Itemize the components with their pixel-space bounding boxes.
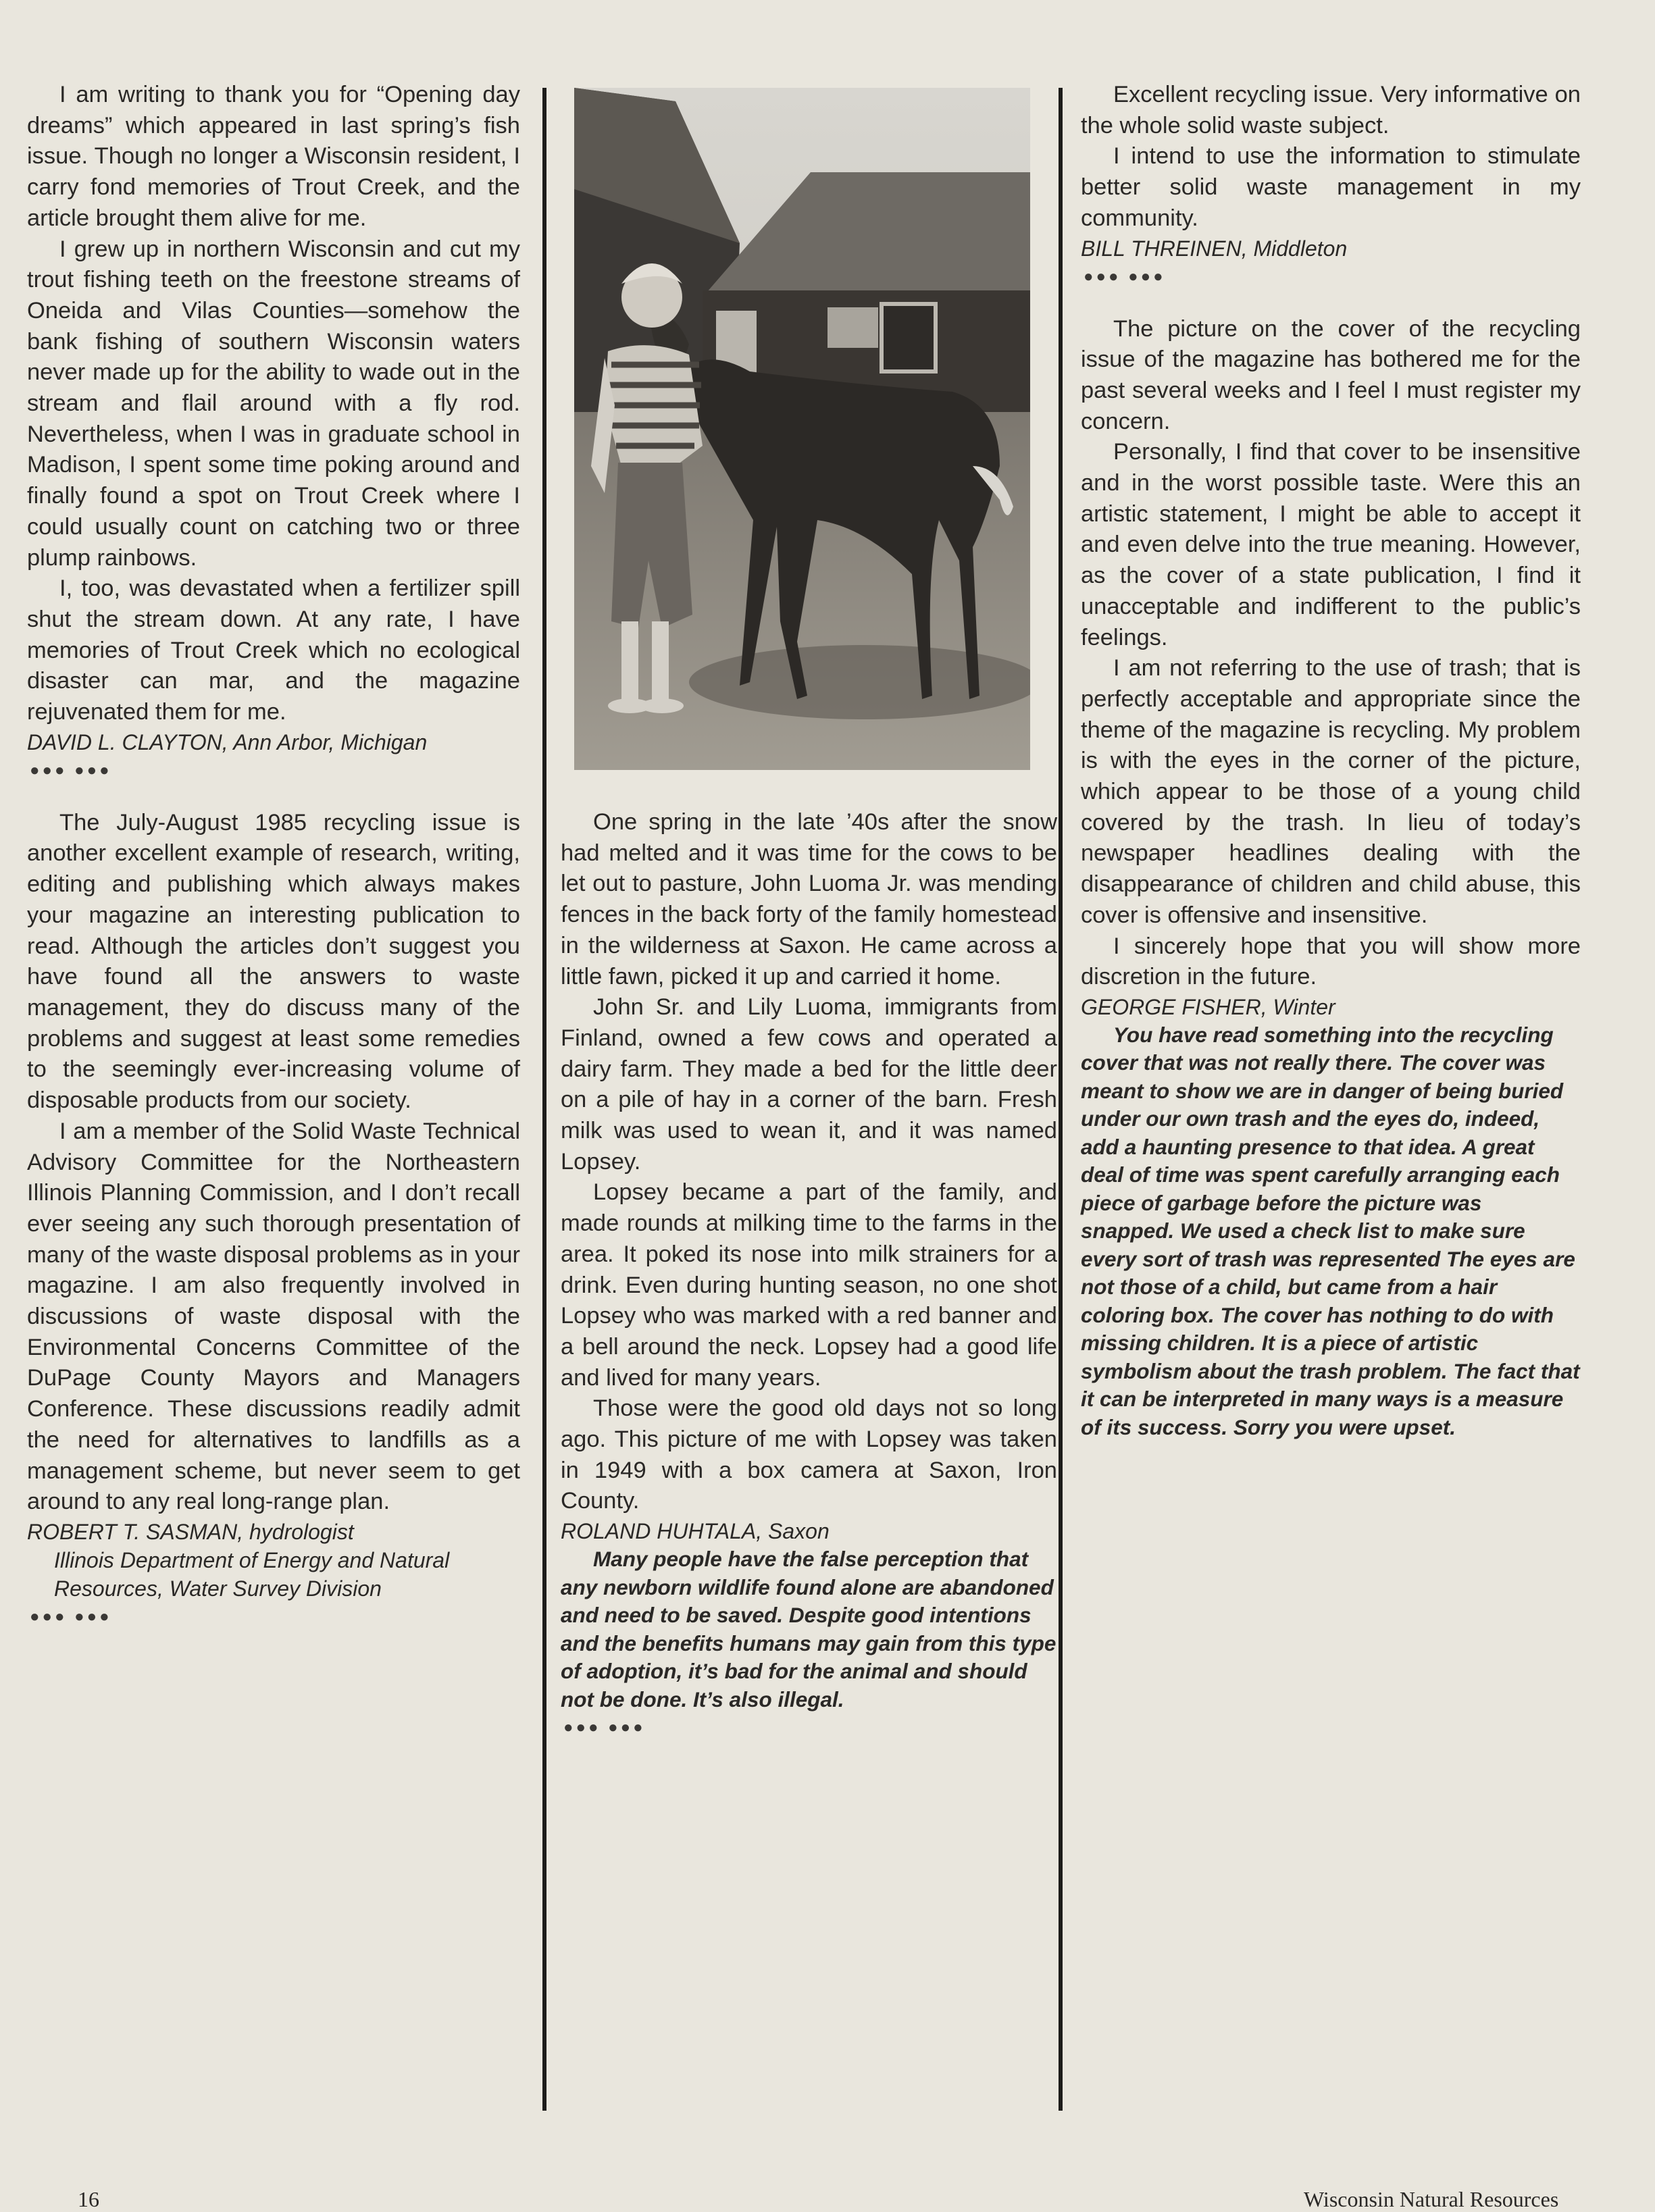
paragraph: I intend to use the information to stimulate better solid waste management in my community.: [1081, 143, 1581, 231]
column-3: [1081, 80, 1581, 1441]
photo-image: [574, 88, 1030, 770]
letter-sasman: [27, 808, 520, 1603]
column-2: [561, 807, 1057, 1765]
paragraph: The July-August 1985 recycling issue is another excellent example of research, writing, editing and publishing which always makes your magazine an interesting publication to read. Although the articles don’t suggest you have found all the answers to waste management, they do discuss many of the problems and suggest at least some remedies to the seemingly ever-increasing volume of disposable products from our society.: [27, 809, 520, 1114]
paragraph: John Sr. and Lily Luoma, immigrants from Finland, owned a few cows and operated a dairy farm. They made a bed for the little deer on a pile of hay in a corner of the barn. Fresh milk was used to wean it, and it was named Lopsey.: [561, 994, 1057, 1175]
paragraph: One spring in the late ’40s after the snow had melted and it was time for the cows to be let out to pasture, John Luoma Jr. was mending fences in the back forty of the family homestead in the wilderness at Saxon. He came across a little fawn, picked it up and carried it home.: [561, 809, 1057, 989]
letter-signature: GEORGE FISHER, Winter: [1081, 994, 1335, 1019]
letter-signature: ROLAND HUHTALA, Saxon: [561, 1519, 830, 1544]
editor-reply: You have read something into the recycling cover that was not really there. The cover was meant to show we are in danger of being buried under our own trash and the eyes do, indeed, add a haunting presence to that idea. A great deal of time was spent carefully arranging each piece of garbage before the picture was snapped. We used a check list to make sure every sort of trash was represented The eyes are not those of a child, but came from a hair coloring box. The cover has nothing to do with missing children. It is a piece of artistic symbolism about the trash problem. The fact that it can be interpreted in many ways is a measure of its success. Sorry you were upset.: [1081, 1022, 1580, 1439]
paragraph: I am writing to thank you for “Opening day dreams” which appeared in last spring’s fish issue. Though no longer a Wisconsin resident, I carry fond memories of Trout Creek, and the article brought them alive for me.: [27, 82, 520, 231]
separator-dots: ●●● ●●●: [1084, 267, 1166, 286]
letter-threinen: [1081, 80, 1581, 263]
letter-clayton: [27, 80, 520, 756]
letter-signature: ROBERT T. SASMAN, hydrologist: [27, 1519, 354, 1544]
separator-dots: ●●● ●●●: [563, 1718, 646, 1737]
paragraph: Those were the good old days not so long ago. This picture of me with Lopsey was taken in 1949 with a box camera at Saxon, Iron County.: [561, 1395, 1057, 1514]
letter-fisher: [1081, 314, 1581, 1442]
photo-boy-with-fawn: [574, 88, 1030, 770]
letter-affiliation: Illinois Department of Energy and Natural Resources, Water Survey Division: [54, 1547, 450, 1601]
page-number: 16: [78, 2187, 99, 2211]
paragraph: I am a member of the Solid Waste Technical Advisory Committee for the Northeastern Illinois Planning Commission, and I don’t recall ever seeing any such thorough presentation of many of the waste disposal problems as in your magazine. I am also frequently involved in discussions of waste disposal with the Environmental Concerns Committee of the DuPage County Mayors and Managers Conference. These discussions readily admit the need for alternatives to landfills as a management scheme, but never seem to get around to any real long-range plan.: [27, 1118, 520, 1515]
separator-dots: ●●● ●●●: [30, 761, 112, 779]
letter-huhtala: [561, 807, 1057, 1714]
paragraph: Lopsey became a part of the family, and made rounds at milking time to the farms in the area. It poked its nose into milk strainers for a drink. Even during hunting season, no one shot Lopsey who was marked with a red banner and a bell around the neck. Lopsey had a good life and lived for many years.: [561, 1179, 1057, 1391]
paragraph: Excellent recycling issue. Very informative on the whole solid waste subject.: [1081, 82, 1581, 138]
letter-signature: DAVID L. CLAYTON, Ann Arbor, Michigan: [27, 729, 428, 754]
column-rule-left: [542, 88, 546, 2111]
paragraph: I sincerely hope that you will show more discretion in the future.: [1081, 933, 1581, 990]
magazine-name: Wisconsin Natural Resources: [1304, 2187, 1559, 2211]
paragraph: I am not referring to the use of trash; that is perfectly acceptable and appropriate since the theme of the magazine is recycling. My problem is with the eyes in the corner of the picture, which appear to be those of a young child covered by the trash. In lieu of today’s newspaper headlines dealing with the disappearance of children and child abuse, this cover is offensive and insensitive.: [1081, 655, 1581, 928]
paragraph: The picture on the cover of the recycling issue of the magazine has bothered me for the past several weeks and I feel I must register my concern.: [1081, 315, 1581, 434]
letter-signature: BILL THREINEN, Middleton: [1081, 236, 1348, 261]
paragraph: Personally, I find that cover to be insensitive and in the worst possible taste. Were this an artistic statement, I might be able to accept it and even delve into the true meaning. However, as the cover of a state publication, I find it unacceptable and indifferent to the public’s feelings.: [1081, 439, 1581, 650]
paragraph: I grew up in northern Wisconsin and cut my trout fishing teeth on the freestone streams of Oneida and Vilas Counties—somehow the bank fishing of southern Wisconsin waters never made up for the ability to wade out in the stream and flail around with a fly rod. Nevertheless, when I was in graduate school in Madison, I spent some time poking around and finally found a spot on Trout Creek where I could usually count on catching two or three plump rainbows.: [27, 236, 520, 571]
column-1: [27, 80, 520, 1654]
paragraph: I, too, was devastated when a fertilizer spill shut the stream down. At any rate, I have memories of Trout Creek which no ecological disaster can mar, and the magazine rejuvenated them for me.: [27, 575, 520, 725]
separator-dots: ●●● ●●●: [30, 1607, 112, 1626]
column-rule-right: [1059, 88, 1063, 2111]
editor-reply: Many people have the false perception that any newborn wildlife found alone are abandoned and need to be saved. Despite good intentions and the benefits humans may gain from this type of adoption, it’s bad for the animal and should not be done. It’s also illegal.: [561, 1547, 1056, 1712]
